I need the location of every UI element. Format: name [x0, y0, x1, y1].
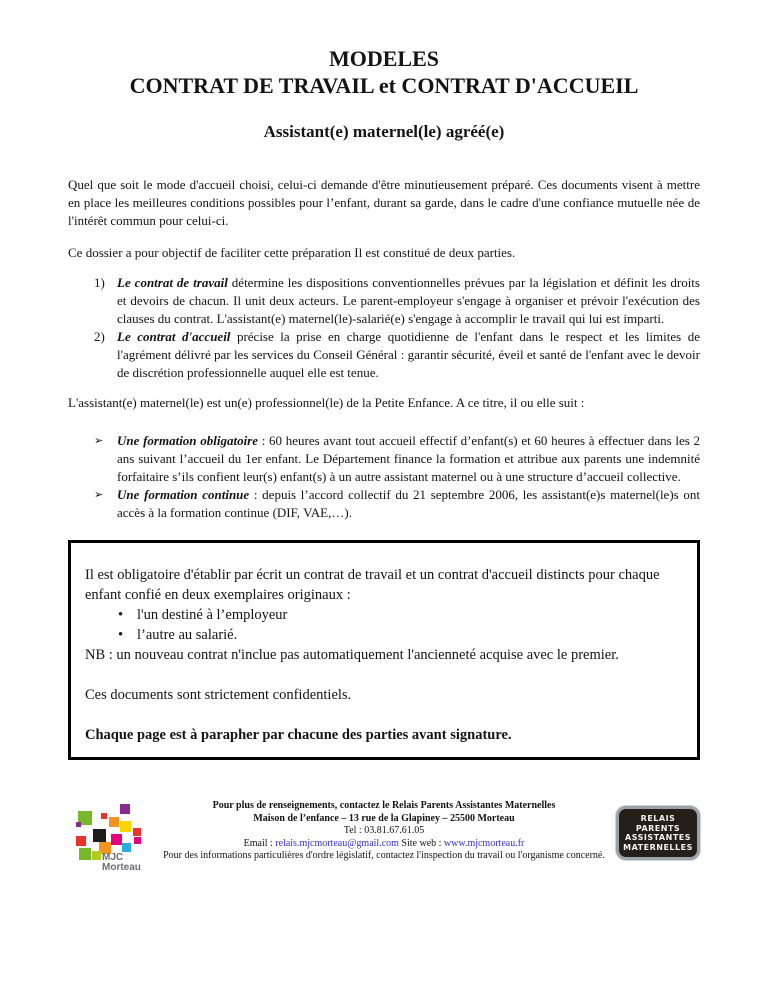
- mjc-logo-line: MJC: [102, 852, 124, 863]
- numbered-list: [94, 274, 700, 382]
- box-signature: Chaque page est à parapher par chacune des parties avant signature.: [85, 727, 512, 743]
- page-subtitle: Assistant(e) maternel(le) agréé(e): [263, 122, 505, 141]
- bullet-icon: •: [118, 607, 124, 623]
- logo-square: [93, 829, 106, 842]
- badge-line: ASSISTANTES: [625, 833, 691, 842]
- item-text: [117, 432, 700, 486]
- box-bullet: [118, 605, 681, 625]
- logo-square: [111, 834, 122, 845]
- website-link[interactable]: www.mjcmorteau.fr: [443, 837, 525, 849]
- box-paragraph: Il est obligatoire d'établir par écrit un contrat de travail et un contrat d'accueil distincts pour chaque enfant confié en deux exemplaires originaux :: [85, 567, 660, 603]
- footer-legal-line: Pour des informations particulières d'ordre législatif, contactez l'inspection du travail ou l'organisme concerné.: [163, 850, 605, 861]
- box-bullet-text: l’autre au salarié.: [137, 627, 238, 643]
- website-label: Site web :: [398, 837, 444, 849]
- footer-phone: Tel : 03.81.67.61.05: [343, 825, 425, 836]
- item-lead: Une formation obligatoire: [117, 433, 259, 448]
- badge-line: PARENTS: [635, 823, 681, 833]
- arrowhead-icon: ➢: [94, 488, 104, 501]
- footer-links-line: [149, 838, 619, 851]
- item-text: [117, 274, 700, 328]
- box-note: NB : un nouveau contrat n'inclue pas automatiquement l'ancienneté acquise avec le premier.: [85, 647, 619, 663]
- title-line-1: MODELES: [328, 46, 440, 71]
- rpam-badge-logo: [616, 806, 700, 860]
- box-bullet: [118, 625, 681, 645]
- item-body: détermine les dispositions conventionnelles prévues par la législation et définit les droits et devoirs de chacun. Il unit deux acteurs. Le parent-employeur s'engage à organiser et prévoir l'exécution des clauses du contrat. L'assistant(e) maternel(le)-salarié(e) s'engage à accomplir le travail qui lui est imparti.: [117, 275, 700, 326]
- logo-square: [101, 813, 107, 819]
- mjc-logo-line: Morteau: [102, 862, 141, 873]
- intro-paragraph-2: Ce dossier a pour objectif de faciliter cette préparation Il est constitué de deux parties.: [68, 245, 516, 260]
- footer-contact-line: Pour plus de renseignements, contactez le Relais Parents Assistantes Maternelles: [212, 800, 556, 811]
- list-item: [94, 328, 700, 382]
- logo-square: [134, 837, 141, 844]
- info-box: [68, 540, 700, 760]
- logo-square: [133, 828, 141, 836]
- logo-square: [76, 836, 86, 846]
- item-text: [117, 486, 700, 522]
- logo-square: [92, 851, 101, 860]
- logo-square: [120, 804, 130, 814]
- email-link[interactable]: relais.mjcmorteau@gmail.com: [275, 837, 399, 849]
- logo-square: [120, 821, 131, 832]
- box-confidential: Ces documents sont strictement confidentiels.: [85, 687, 352, 703]
- footer: [68, 800, 700, 896]
- footer-address-line: Maison de l’enfance – 13 rue de la Glapiney – 25500 Morteau: [253, 812, 515, 824]
- intro-paragraph-1: Quel que soit le mode d'accueil choisi, celui-ci demande d'être minutieusement préparé. Ces documents visent à mettre en place les meilleures conditions possibles pour l’enfant, durant sa garde, dans le cadre d'une confiance mutuelle née de l'intérêt commun pour celui-ci.: [68, 177, 700, 228]
- list-item: [94, 486, 700, 522]
- arrowhead-icon: ➢: [94, 434, 104, 447]
- badge-line: RELAIS: [640, 814, 676, 823]
- logo-square: [76, 822, 81, 827]
- box-bullet-list: [118, 605, 681, 645]
- item-lead: Le contrat d'accueil: [117, 329, 231, 344]
- item-lead: Le contrat de travail: [117, 275, 228, 290]
- item-body: précise la prise en charge quotidienne de l'enfant dans le respect et les limites de l'agrément délivré par les services du Conseil Général : garantir sécurité, éveil et santé de l'enfant avec le devoir de discrétion professionnelle auquel elle est tenue.: [117, 329, 700, 380]
- mjc-morteau-logo: [76, 804, 150, 888]
- box-bullet-text: l'un destiné à l’employeur: [137, 607, 288, 623]
- bullet-icon: •: [118, 627, 124, 643]
- item-lead: Une formation continue: [117, 487, 250, 502]
- badge-line: MATERNELLES: [623, 842, 693, 852]
- item-number: 2): [94, 329, 105, 344]
- logo-square: [79, 848, 91, 860]
- list-item: [94, 274, 700, 328]
- footer-contact-block: [149, 800, 619, 863]
- formation-list: [94, 432, 700, 522]
- professional-paragraph: L'assistant(e) maternel(le) est un(e) professionnel(le) de la Petite Enfance. A ce titre, il ou elle suit :: [68, 395, 585, 410]
- item-number: 1): [94, 275, 105, 290]
- logo-square: [122, 843, 131, 852]
- item-body: : depuis l’accord collectif du 21 septembre 2006, les assistant(e)s maternel(le)s ont accès à la formation continue (DIF, VAE,…).: [117, 487, 701, 520]
- item-body: : 60 heures avant tout accueil effectif d’enfant(s) et 60 heures à effectuer dans les 2 ans suivant l’accueil du 1er enfant. Le Département finance la formation et attribue aux parents une indemnité forfaitaire s’ils confient leur(s) enfant(s) à un autre assistant maternel ou à une structure d’accueil collective.: [117, 433, 700, 484]
- mjc-logo-text: [102, 853, 141, 873]
- page-title: [68, 0, 700, 99]
- email-label: Email :: [243, 837, 276, 849]
- title-line-2: CONTRAT DE TRAVAIL et CONTRAT D'ACCUEIL: [129, 73, 639, 98]
- logo-square: [109, 817, 119, 827]
- item-text: [117, 328, 700, 382]
- list-item: [94, 432, 700, 486]
